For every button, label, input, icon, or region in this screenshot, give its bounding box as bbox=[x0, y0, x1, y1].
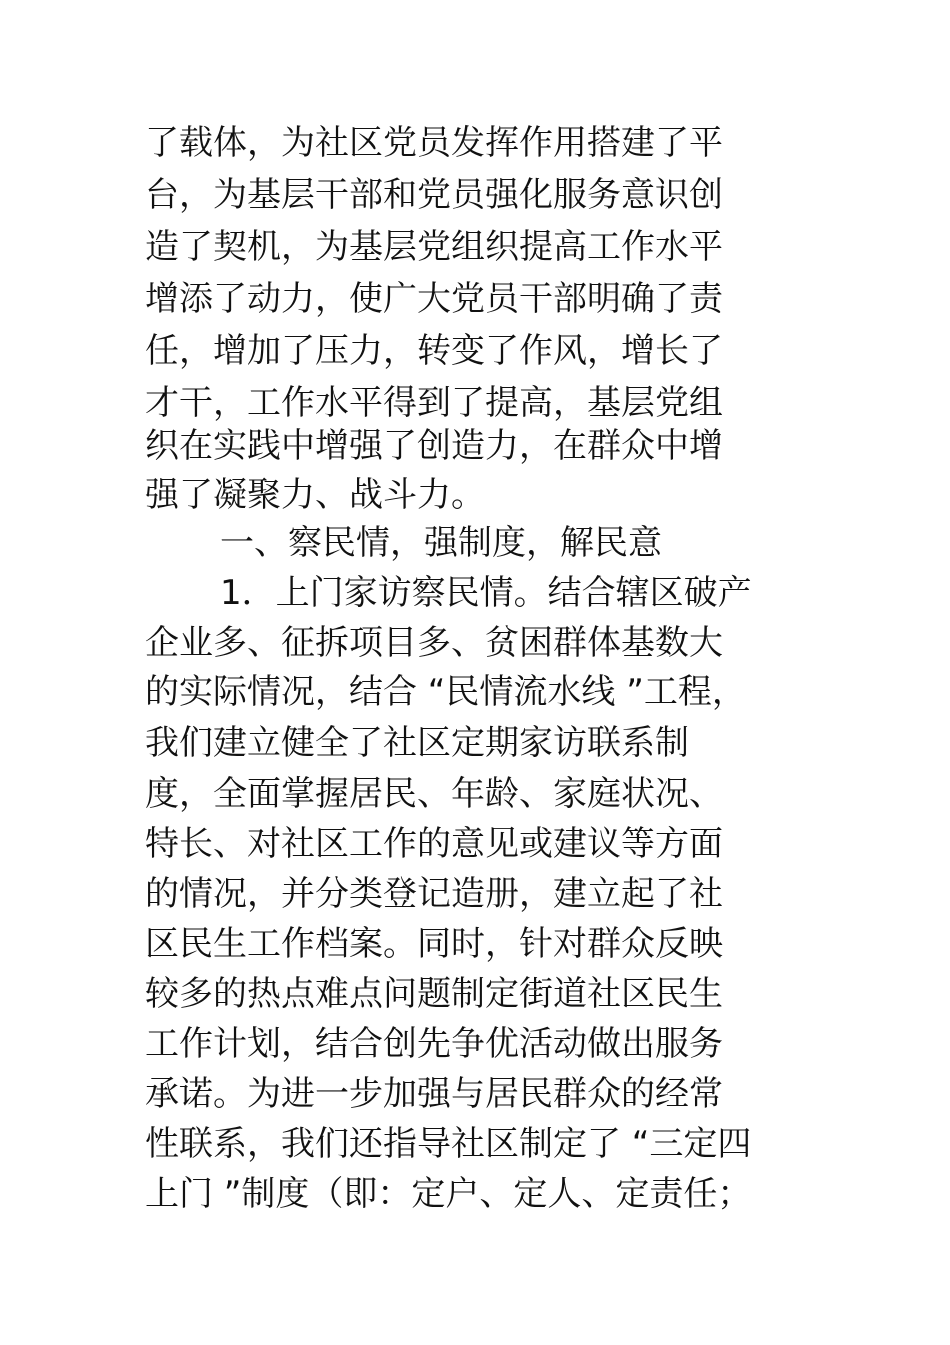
text-line: 的实际情况，结合 “民情流水线 ”工程， bbox=[145, 672, 746, 712]
text-line: 企业多、征拆项目多、贫困群体基数大 bbox=[145, 623, 723, 663]
text-line: 增添了动力，使广大党员干部明确了责 bbox=[145, 279, 723, 319]
text-line: 特长、对社区工作的意见或建议等方面 bbox=[145, 824, 723, 864]
text-line: 区民生工作档案。同时，针对群众反映 bbox=[145, 924, 723, 964]
text-line: 上门 ”制度（即：定户、定人、定责任； bbox=[145, 1174, 752, 1214]
text-line: 的情况，并分类登记造册，建立起了社 bbox=[145, 874, 723, 914]
subsection-heading-line: 1．上门家访察民情。结合辖区破产 bbox=[220, 573, 752, 613]
text-line: 度，全面掌握居民、年龄、家庭状况、 bbox=[145, 774, 723, 814]
text-line: 了载体，为社区党员发挥作用搭建了平 bbox=[145, 123, 723, 163]
text-line: 工作计划，结合创先争优活动做出服务 bbox=[145, 1024, 723, 1064]
text-line: 造了契机，为基层党组织提高工作水平 bbox=[145, 227, 723, 267]
text-line: 台，为基层干部和党员强化服务意识创 bbox=[145, 175, 723, 215]
text-line: 较多的热点难点问题制定街道社区民生 bbox=[145, 974, 723, 1014]
text-line: 才干，工作水平得到了提高，基层党组 bbox=[145, 383, 723, 423]
text-line: 任，增加了压力，转变了作风，增长了 bbox=[145, 331, 723, 371]
text-line: 织在实践中增强了创造力，在群众中增 bbox=[145, 426, 723, 466]
section-heading: 一、察民情，强制度，解民意 bbox=[220, 523, 662, 563]
text-line: 强了凝聚力、战斗力。 bbox=[145, 475, 485, 515]
text-line: 我们建立健全了社区定期家访联系制 bbox=[145, 723, 689, 763]
text-line: 性联系，我们还指导社区制定了 “三定四 bbox=[145, 1124, 752, 1164]
text-line: 承诺。为进一步加强与居民群众的经常 bbox=[145, 1074, 723, 1114]
